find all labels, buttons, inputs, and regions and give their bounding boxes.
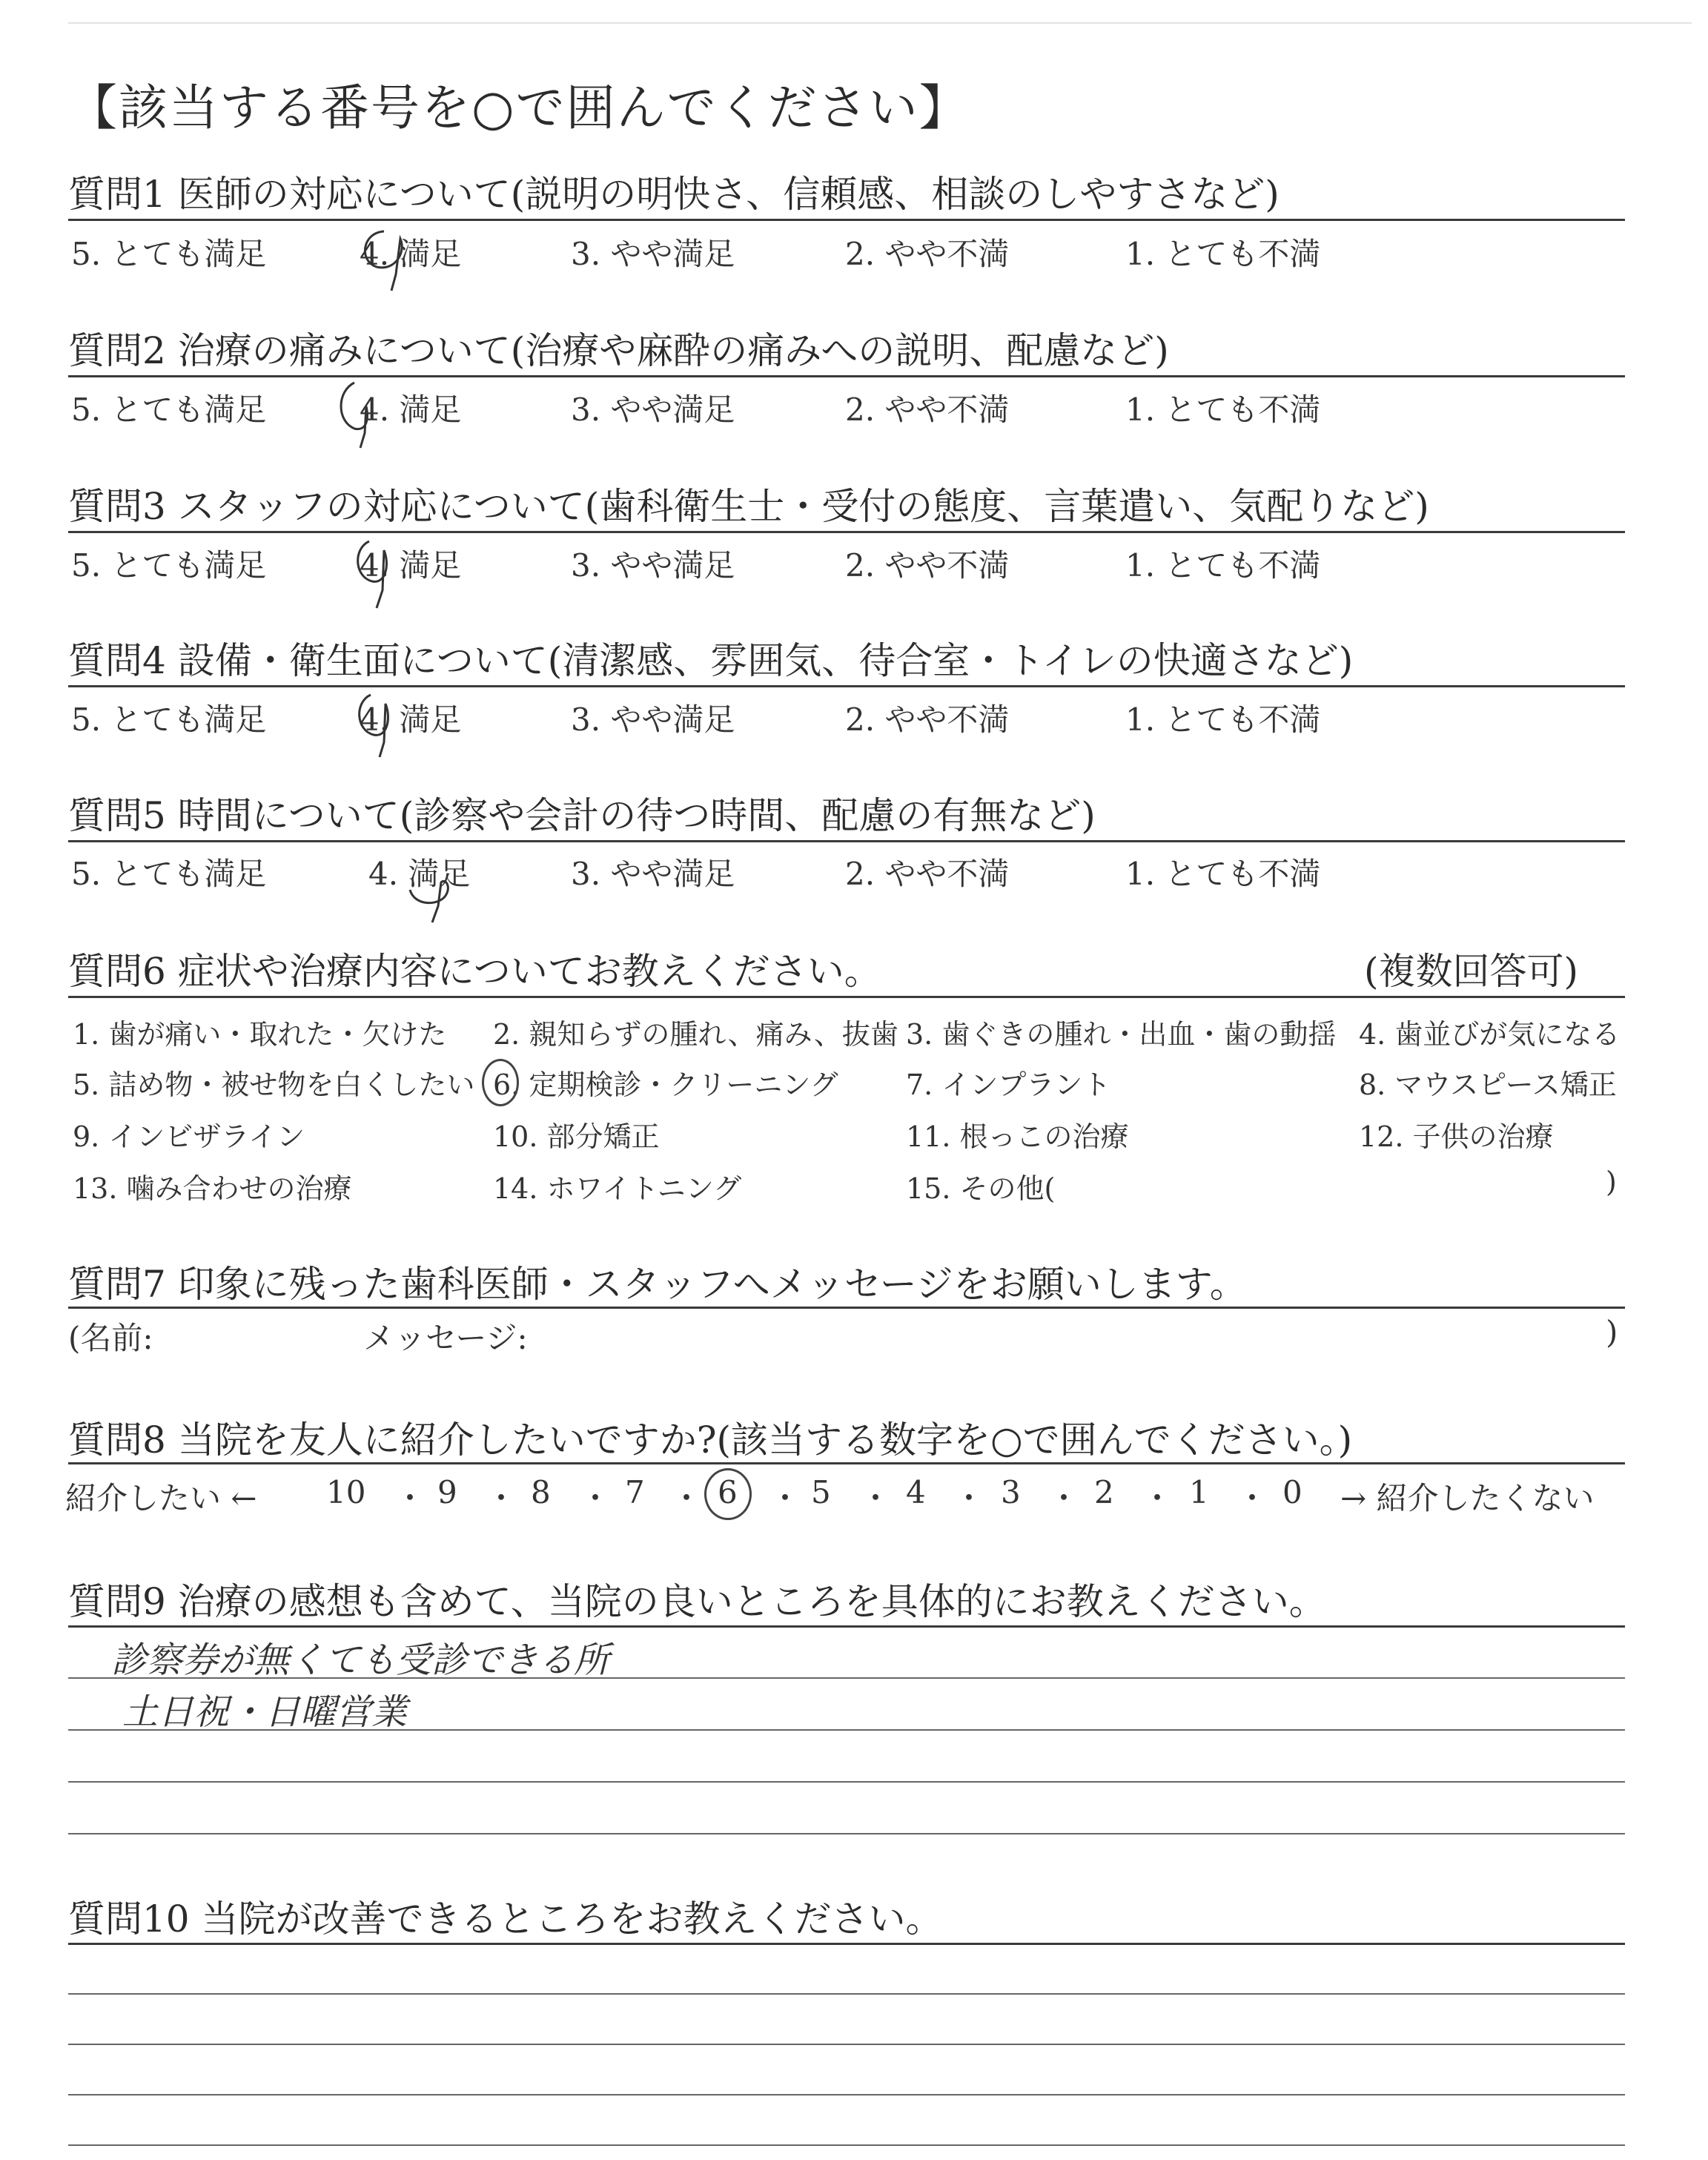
q1-circle-mark xyxy=(354,222,421,297)
q2-title: 質問2 治療の痛みについて(治療や麻酔の痛みへの説明、配慮など) xyxy=(68,329,1169,372)
q7-message-label: メッセージ: xyxy=(363,1320,528,1356)
q3-circle-mark xyxy=(347,531,414,612)
q1-title: 質問1 医師の対応について(説明の明快さ、信頼感、相談のしやすさなど) xyxy=(68,173,1280,216)
q1-option-2[interactable]: 2. やや不満 xyxy=(845,236,1010,272)
q1-option-3[interactable]: 3. やや満足 xyxy=(571,236,735,272)
q6-option-2[interactable]: 2. 親知らずの腫れ、痛み、抜歯 xyxy=(493,1018,898,1051)
q8-title: 質問8 当院を友人に紹介したいですか?(該当する数字を○で囲んでください。) xyxy=(68,1418,1353,1462)
q5-rule xyxy=(68,840,1625,842)
q8-dot: ・ xyxy=(769,1480,801,1516)
q2-option-5[interactable]: 5. とても満足 xyxy=(71,392,267,428)
page-top-rule xyxy=(68,22,1692,24)
q6-option-6-circle xyxy=(482,1059,519,1106)
q9-title: 質問9 治療の感想も含めて、当院の良いところを具体的にお教えください。 xyxy=(68,1580,1326,1623)
q4-title: 質問4 設備・衛生面について(清潔感、雰囲気、待合室・トイレの快適さなど) xyxy=(68,639,1354,682)
q5-option-1[interactable]: 1. とても不満 xyxy=(1125,856,1321,892)
q8-right-label: → 紹介したくない xyxy=(1340,1480,1595,1516)
q8-dot: ・ xyxy=(394,1480,426,1516)
q7-rule xyxy=(68,1307,1625,1309)
q8-scale-5[interactable]: 5 xyxy=(811,1474,831,1510)
q7-name-label: (名前: xyxy=(68,1320,153,1356)
q1-rule xyxy=(68,219,1625,221)
q8-scale-6[interactable]: 6 xyxy=(718,1474,738,1510)
q5-option-2[interactable]: 2. やや不満 xyxy=(845,856,1010,892)
q4-option-2[interactable]: 2. やや不満 xyxy=(845,701,1010,738)
q3-option-5[interactable]: 5. とても満足 xyxy=(71,547,267,584)
q6-option-13[interactable]: 13. 噛み合わせの治療 xyxy=(73,1172,352,1205)
q8-dot: ・ xyxy=(671,1480,703,1516)
q6-option-4[interactable]: 4. 歯並びが気になる xyxy=(1359,1018,1621,1051)
q5-option-4[interactable]: 4. 満足 xyxy=(368,856,471,892)
q6-title: 質問6 症状や治療内容についてお教えください。 xyxy=(68,950,881,993)
q6-option-14[interactable]: 14. ホワイトニング xyxy=(493,1172,742,1205)
q2-rule xyxy=(68,375,1625,377)
q8-scale-7[interactable]: 7 xyxy=(625,1474,645,1510)
q5-option-3[interactable]: 3. やや満足 xyxy=(571,856,735,892)
q10-rule xyxy=(68,1943,1625,1945)
q1-option-1[interactable]: 1. とても不満 xyxy=(1125,236,1321,272)
q1-option-5[interactable]: 5. とても満足 xyxy=(71,236,267,272)
q8-scale-9[interactable]: 9 xyxy=(437,1474,457,1510)
q6-option-8[interactable]: 8. マウスピース矯正 xyxy=(1359,1069,1617,1101)
q4-option-1[interactable]: 1. とても不満 xyxy=(1125,701,1321,738)
q4-option-3[interactable]: 3. やや満足 xyxy=(571,701,735,738)
q3-option-1[interactable]: 1. とても不満 xyxy=(1125,547,1321,584)
q6-option-11[interactable]: 11. 根っこの治療 xyxy=(906,1120,1129,1153)
q8-dot: ・ xyxy=(580,1480,612,1516)
q8-dot: ・ xyxy=(1048,1480,1080,1516)
q4-option-4[interactable]: 4. 満足 xyxy=(360,701,462,738)
q8-dot: ・ xyxy=(953,1480,985,1516)
q3-option-3[interactable]: 3. やや満足 xyxy=(571,547,735,584)
q4-rule xyxy=(68,685,1625,687)
q8-dot: ・ xyxy=(1142,1480,1174,1516)
q10-answer-line xyxy=(68,2094,1625,2095)
q4-circle-mark xyxy=(348,686,415,760)
q8-scale-4[interactable]: 4 xyxy=(906,1474,926,1510)
q8-rule xyxy=(68,1462,1625,1464)
q2-option-3[interactable]: 3. やや満足 xyxy=(571,392,735,428)
q2-option-4[interactable]: 4. 満足 xyxy=(360,392,462,428)
q1-option-4[interactable]: 4. 満足 xyxy=(360,236,462,272)
q8-dot: ・ xyxy=(1237,1480,1268,1516)
q6-multiple-note: (複数回答可) xyxy=(1364,950,1579,993)
q6-option-10[interactable]: 10. 部分矯正 xyxy=(493,1120,660,1153)
q6-option-15-close: ) xyxy=(1606,1166,1617,1198)
q9-handwritten-answer-2: 土日祝・日曜営業 xyxy=(122,1691,408,1733)
q5-circle-mark xyxy=(404,860,471,927)
q6-option-12[interactable]: 12. 子供の治療 xyxy=(1359,1120,1554,1153)
q6-option-5[interactable]: 5. 詰め物・被せ物を白くしたい xyxy=(73,1069,475,1101)
q6-option-7[interactable]: 7. インプラント xyxy=(906,1069,1111,1101)
q10-answer-line xyxy=(68,2144,1625,2146)
q7-close-paren: ) xyxy=(1606,1314,1618,1350)
q10-answer-line xyxy=(68,1993,1625,1995)
q6-option-15[interactable]: 15. その他( xyxy=(906,1172,1056,1205)
q8-scale-8[interactable]: 8 xyxy=(531,1474,551,1510)
q10-title: 質問10 当院が改善できるところをお教えください。 xyxy=(68,1898,943,1941)
q4-option-5[interactable]: 5. とても満足 xyxy=(71,701,267,738)
q8-scale-0[interactable]: 0 xyxy=(1282,1474,1302,1510)
q3-rule xyxy=(68,531,1625,533)
q6-option-3[interactable]: 3. 歯ぐきの腫れ・出血・歯の動揺 xyxy=(906,1018,1337,1051)
q6-option-9[interactable]: 9. インビザライン xyxy=(73,1120,305,1153)
q3-option-2[interactable]: 2. やや不満 xyxy=(845,547,1010,584)
form-title: 【該当する番号を○で囲んでください】 xyxy=(68,79,970,136)
q6-option-1[interactable]: 1. 歯が痛い・取れた・欠けた xyxy=(73,1018,447,1051)
q9-answer-line xyxy=(68,1781,1625,1783)
q6-rule xyxy=(68,996,1625,998)
q3-option-4[interactable]: 4. 満足 xyxy=(360,547,462,584)
q3-title: 質問3 スタッフの対応について(歯科衛生士・受付の態度、言葉遣い、気配りなど) xyxy=(68,485,1429,528)
q2-option-1[interactable]: 1. とても不満 xyxy=(1125,392,1321,428)
q5-option-5[interactable]: 5. とても満足 xyxy=(71,856,267,892)
q8-dot: ・ xyxy=(486,1480,517,1516)
q2-circle-mark xyxy=(332,377,399,451)
q10-answer-line xyxy=(68,2044,1625,2045)
q8-left-label: 紹介したい ← xyxy=(65,1480,257,1516)
q2-option-2[interactable]: 2. やや不満 xyxy=(845,392,1010,428)
q8-scale-2[interactable]: 2 xyxy=(1094,1474,1114,1510)
q9-handwritten-answer-1: 診察券が無くても受診できる所 xyxy=(111,1639,610,1681)
q8-selected-circle xyxy=(704,1468,752,1520)
q7-title: 質問7 印象に残った歯科医師・スタッフへメッセージをお願いします。 xyxy=(68,1263,1247,1306)
q8-scale-1[interactable]: 1 xyxy=(1189,1474,1209,1510)
q8-scale-10[interactable]: 10 xyxy=(326,1474,366,1510)
q8-scale-3[interactable]: 3 xyxy=(1001,1474,1021,1510)
q9-answer-line xyxy=(68,1833,1625,1834)
q6-option-6[interactable]: 6. 定期検診・クリーニング xyxy=(493,1069,838,1101)
q8-dot: ・ xyxy=(860,1480,892,1516)
q9-rule xyxy=(68,1625,1625,1628)
q5-title: 質問5 時間について(診察や会計の待つ時間、配慮の有無など) xyxy=(68,794,1096,837)
